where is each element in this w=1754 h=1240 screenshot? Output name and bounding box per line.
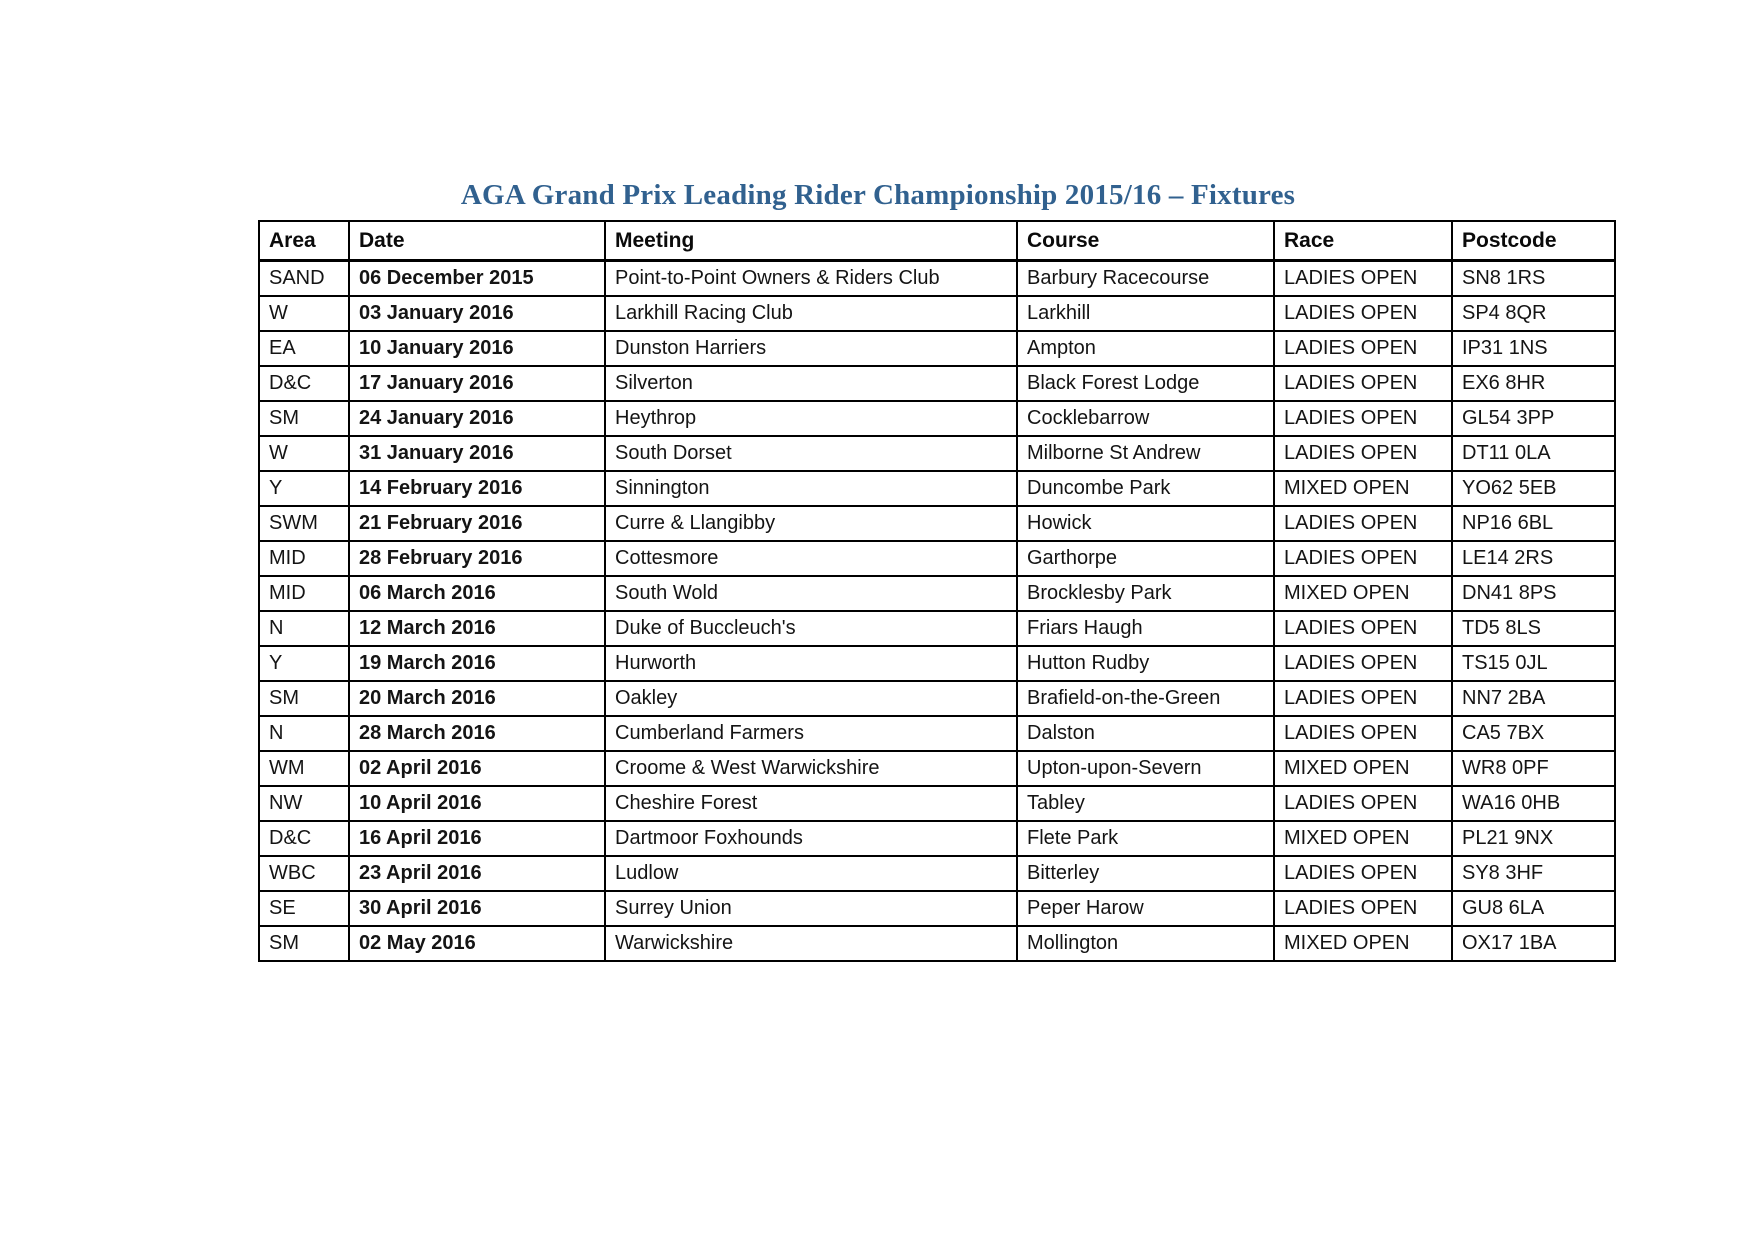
- cell-course: Cocklebarrow: [1017, 401, 1274, 436]
- cell-date: 06 March 2016: [349, 576, 605, 611]
- cell-meeting: Point-to-Point Owners & Riders Club: [605, 261, 1017, 297]
- table-body: [259, 261, 1615, 962]
- cell-race: MIXED OPEN: [1274, 821, 1452, 856]
- cell-date: 20 March 2016: [349, 681, 605, 716]
- cell-meeting: Cottesmore: [605, 541, 1017, 576]
- column-header-date: Date: [349, 221, 605, 261]
- cell-date: 16 April 2016: [349, 821, 605, 856]
- cell-area: MID: [259, 541, 349, 576]
- cell-course: Howick: [1017, 506, 1274, 541]
- cell-date: 02 April 2016: [349, 751, 605, 786]
- column-header-area: Area: [259, 221, 349, 261]
- cell-date: 28 March 2016: [349, 716, 605, 751]
- cell-area: SWM: [259, 506, 349, 541]
- table-row: [259, 296, 1615, 331]
- cell-race: LADIES OPEN: [1274, 856, 1452, 891]
- cell-race: MIXED OPEN: [1274, 576, 1452, 611]
- cell-course: Flete Park: [1017, 821, 1274, 856]
- cell-course: Brafield-on-the-Green: [1017, 681, 1274, 716]
- cell-postcode: DT11 0LA: [1452, 436, 1615, 471]
- cell-area: NW: [259, 786, 349, 821]
- table-row: [259, 646, 1615, 681]
- cell-race: LADIES OPEN: [1274, 786, 1452, 821]
- cell-postcode: TS15 0JL: [1452, 646, 1615, 681]
- cell-date: 06 December 2015: [349, 261, 605, 297]
- cell-meeting: Larkhill Racing Club: [605, 296, 1017, 331]
- cell-area: WBC: [259, 856, 349, 891]
- cell-course: Duncombe Park: [1017, 471, 1274, 506]
- cell-postcode: NN7 2BA: [1452, 681, 1615, 716]
- cell-date: 23 April 2016: [349, 856, 605, 891]
- table-row: [259, 856, 1615, 891]
- cell-postcode: CA5 7BX: [1452, 716, 1615, 751]
- cell-course: Dalston: [1017, 716, 1274, 751]
- table-row: [259, 576, 1615, 611]
- cell-meeting: South Wold: [605, 576, 1017, 611]
- cell-meeting: Dartmoor Foxhounds: [605, 821, 1017, 856]
- cell-area: W: [259, 436, 349, 471]
- table-row: [259, 366, 1615, 401]
- cell-course: Hutton Rudby: [1017, 646, 1274, 681]
- cell-postcode: SY8 3HF: [1452, 856, 1615, 891]
- cell-postcode: WR8 0PF: [1452, 751, 1615, 786]
- cell-area: N: [259, 611, 349, 646]
- cell-meeting: Croome & West Warwickshire: [605, 751, 1017, 786]
- cell-area: EA: [259, 331, 349, 366]
- cell-race: LADIES OPEN: [1274, 366, 1452, 401]
- cell-area: SAND: [259, 261, 349, 297]
- cell-race: LADIES OPEN: [1274, 436, 1452, 471]
- cell-area: W: [259, 296, 349, 331]
- cell-postcode: NP16 6BL: [1452, 506, 1615, 541]
- cell-date: 21 February 2016: [349, 506, 605, 541]
- cell-meeting: Cheshire Forest: [605, 786, 1017, 821]
- table-row: [259, 716, 1615, 751]
- cell-postcode: GU8 6LA: [1452, 891, 1615, 926]
- cell-date: 02 May 2016: [349, 926, 605, 961]
- cell-date: 10 January 2016: [349, 331, 605, 366]
- cell-race: LADIES OPEN: [1274, 261, 1452, 297]
- cell-race: LADIES OPEN: [1274, 506, 1452, 541]
- cell-postcode: OX17 1BA: [1452, 926, 1615, 961]
- cell-race: LADIES OPEN: [1274, 296, 1452, 331]
- cell-course: Black Forest Lodge: [1017, 366, 1274, 401]
- cell-course: Bitterley: [1017, 856, 1274, 891]
- cell-race: MIXED OPEN: [1274, 751, 1452, 786]
- table-row: [259, 786, 1615, 821]
- cell-area: WM: [259, 751, 349, 786]
- column-header-postcode: Postcode: [1452, 221, 1615, 261]
- cell-meeting: Oakley: [605, 681, 1017, 716]
- cell-meeting: South Dorset: [605, 436, 1017, 471]
- cell-area: SM: [259, 681, 349, 716]
- cell-race: LADIES OPEN: [1274, 611, 1452, 646]
- table-row: [259, 751, 1615, 786]
- cell-area: Y: [259, 646, 349, 681]
- cell-course: Garthorpe: [1017, 541, 1274, 576]
- table-row: [259, 506, 1615, 541]
- cell-area: SM: [259, 926, 349, 961]
- cell-race: LADIES OPEN: [1274, 716, 1452, 751]
- table-row: [259, 261, 1615, 297]
- cell-meeting: Dunston Harriers: [605, 331, 1017, 366]
- page-title: AGA Grand Prix Leading Rider Championship 2015/16 – Fixtures: [460, 179, 1296, 211]
- cell-meeting: Silverton: [605, 366, 1017, 401]
- cell-postcode: TD5 8LS: [1452, 611, 1615, 646]
- table-row: [259, 821, 1615, 856]
- cell-meeting: Hurworth: [605, 646, 1017, 681]
- cell-course: Brocklesby Park: [1017, 576, 1274, 611]
- cell-race: LADIES OPEN: [1274, 646, 1452, 681]
- cell-race: LADIES OPEN: [1274, 401, 1452, 436]
- cell-course: Barbury Racecourse: [1017, 261, 1274, 297]
- cell-postcode: SN8 1RS: [1452, 261, 1615, 297]
- cell-meeting: Curre & Llangibby: [605, 506, 1017, 541]
- cell-meeting: Duke of Buccleuch's: [605, 611, 1017, 646]
- cell-area: D&C: [259, 821, 349, 856]
- cell-postcode: LE14 2RS: [1452, 541, 1615, 576]
- cell-postcode: SP4 8QR: [1452, 296, 1615, 331]
- cell-postcode: DN41 8PS: [1452, 576, 1615, 611]
- table-row: [259, 541, 1615, 576]
- cell-date: 10 April 2016: [349, 786, 605, 821]
- table-row: [259, 891, 1615, 926]
- cell-area: SM: [259, 401, 349, 436]
- cell-course: Tabley: [1017, 786, 1274, 821]
- cell-postcode: EX6 8HR: [1452, 366, 1615, 401]
- cell-area: Y: [259, 471, 349, 506]
- cell-postcode: PL21 9NX: [1452, 821, 1615, 856]
- cell-race: MIXED OPEN: [1274, 471, 1452, 506]
- cell-date: 17 January 2016: [349, 366, 605, 401]
- table-row: [259, 471, 1615, 506]
- cell-race: LADIES OPEN: [1274, 891, 1452, 926]
- cell-course: Upton-upon-Severn: [1017, 751, 1274, 786]
- column-header-meeting: Meeting: [605, 221, 1017, 261]
- cell-postcode: GL54 3PP: [1452, 401, 1615, 436]
- cell-postcode: YO62 5EB: [1452, 471, 1615, 506]
- cell-date: 24 January 2016: [349, 401, 605, 436]
- cell-course: Peper Harow: [1017, 891, 1274, 926]
- table-row: [259, 926, 1615, 961]
- cell-area: D&C: [259, 366, 349, 401]
- cell-date: 28 February 2016: [349, 541, 605, 576]
- cell-date: 30 April 2016: [349, 891, 605, 926]
- cell-meeting: Warwickshire: [605, 926, 1017, 961]
- cell-date: 12 March 2016: [349, 611, 605, 646]
- cell-date: 14 February 2016: [349, 471, 605, 506]
- cell-area: MID: [259, 576, 349, 611]
- cell-area: SE: [259, 891, 349, 926]
- cell-race: LADIES OPEN: [1274, 681, 1452, 716]
- cell-course: Ampton: [1017, 331, 1274, 366]
- column-header-race: Race: [1274, 221, 1452, 261]
- cell-meeting: Cumberland Farmers: [605, 716, 1017, 751]
- cell-course: Milborne St Andrew: [1017, 436, 1274, 471]
- cell-race: MIXED OPEN: [1274, 926, 1452, 961]
- table-row: [259, 681, 1615, 716]
- cell-course: Larkhill: [1017, 296, 1274, 331]
- table-header: [259, 221, 1615, 261]
- cell-course: Mollington: [1017, 926, 1274, 961]
- table-row: [259, 331, 1615, 366]
- table-row: [259, 611, 1615, 646]
- column-header-course: Course: [1017, 221, 1274, 261]
- fixtures-table: [258, 220, 1616, 962]
- cell-date: 03 January 2016: [349, 296, 605, 331]
- cell-area: N: [259, 716, 349, 751]
- cell-meeting: Ludlow: [605, 856, 1017, 891]
- header-row: [259, 221, 1615, 261]
- cell-meeting: Surrey Union: [605, 891, 1017, 926]
- cell-date: 31 January 2016: [349, 436, 605, 471]
- cell-race: LADIES OPEN: [1274, 541, 1452, 576]
- cell-course: Friars Haugh: [1017, 611, 1274, 646]
- cell-postcode: IP31 1NS: [1452, 331, 1615, 366]
- cell-meeting: Sinnington: [605, 471, 1017, 506]
- cell-postcode: WA16 0HB: [1452, 786, 1615, 821]
- cell-race: LADIES OPEN: [1274, 331, 1452, 366]
- table-row: [259, 401, 1615, 436]
- table-row: [259, 436, 1615, 471]
- cell-meeting: Heythrop: [605, 401, 1017, 436]
- cell-date: 19 March 2016: [349, 646, 605, 681]
